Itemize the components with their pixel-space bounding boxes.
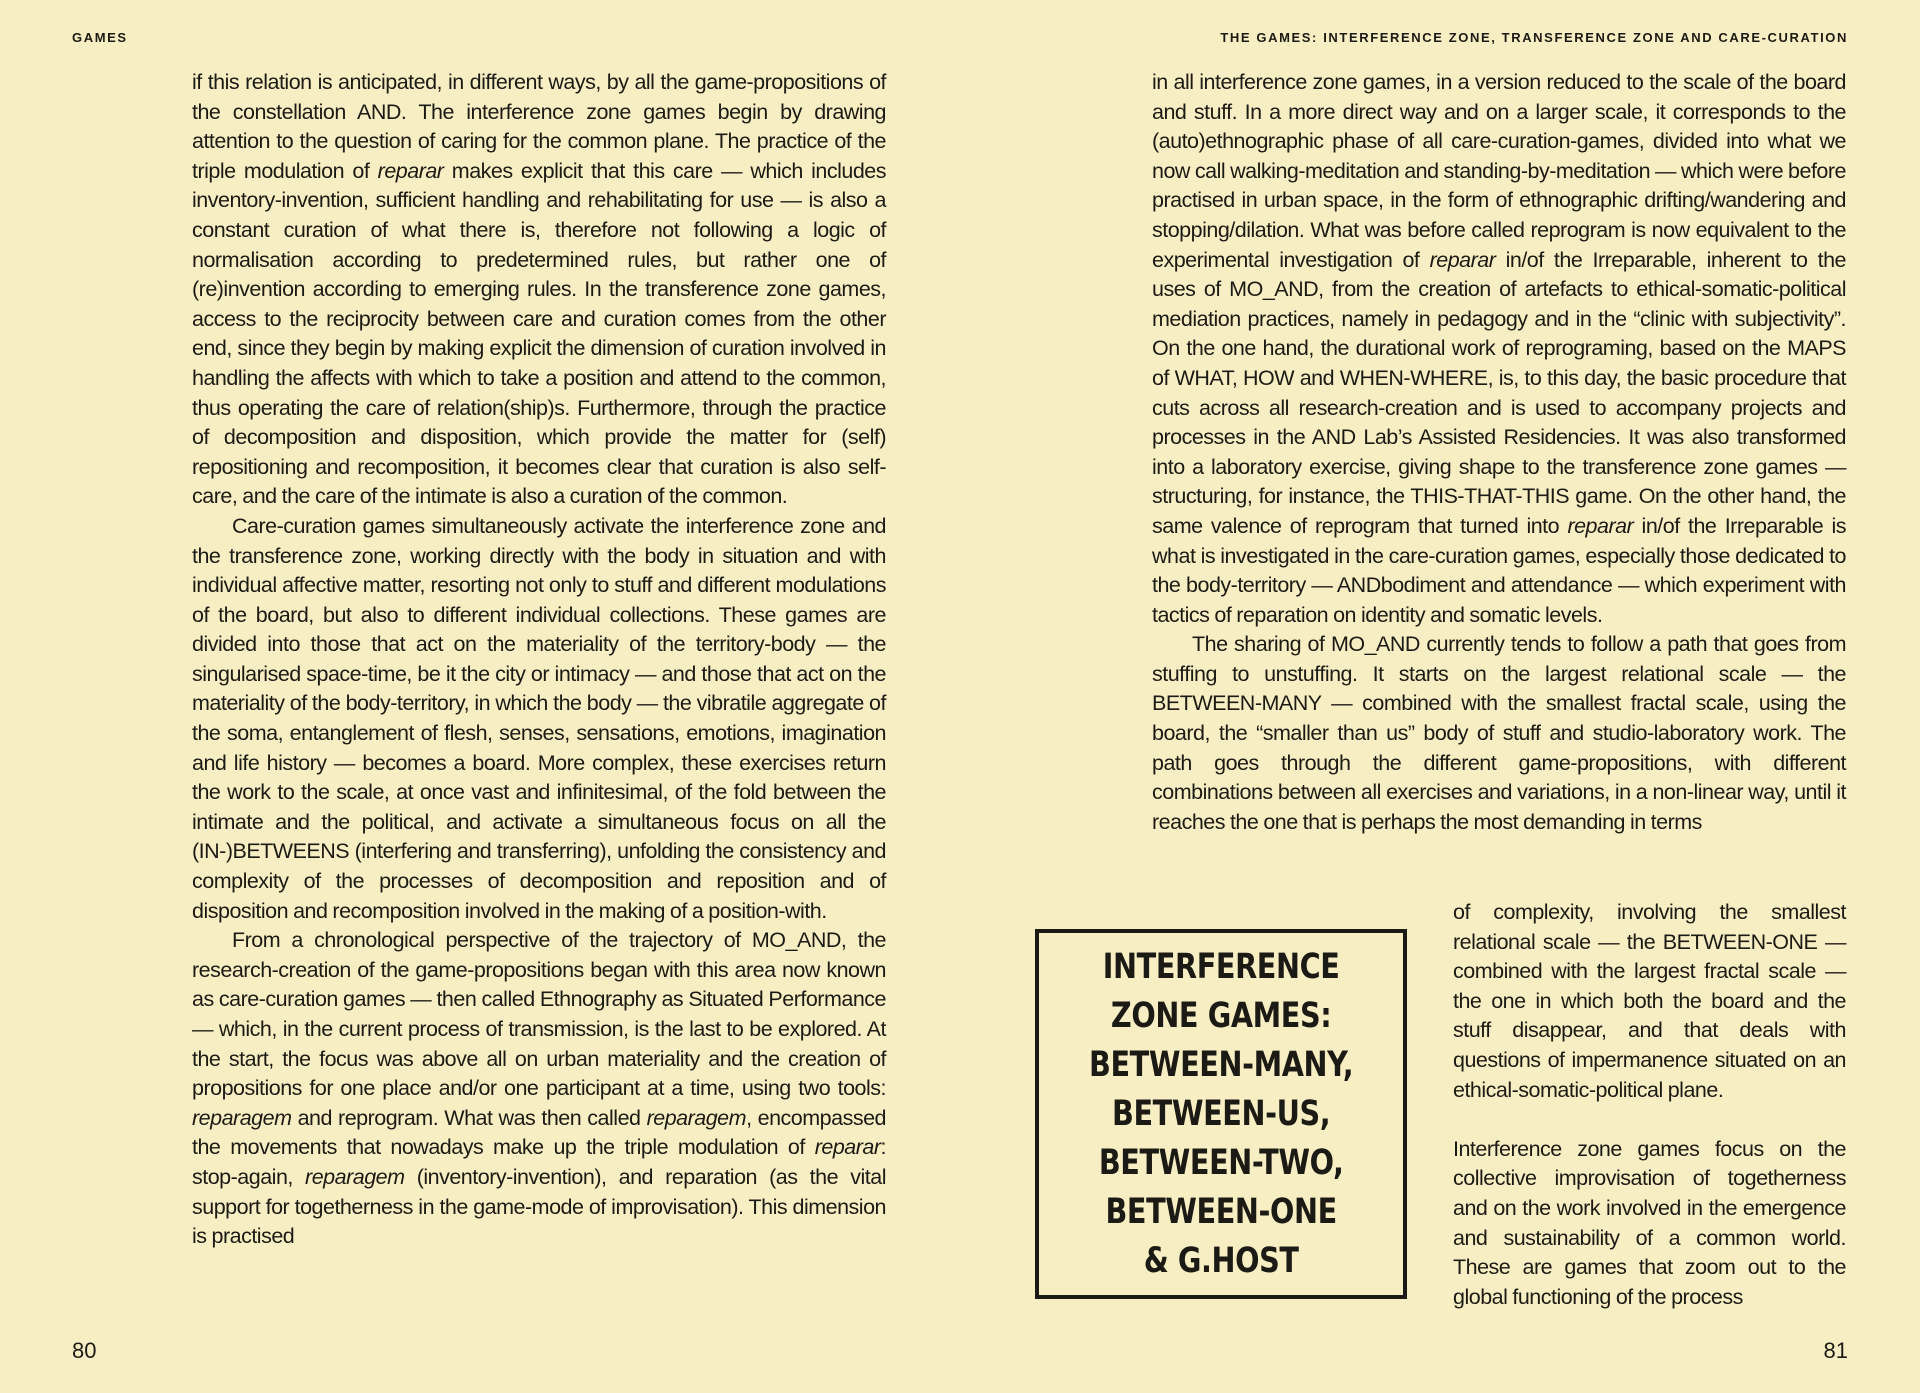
text-run: in/of the Irreparable, inherent to the uses of MO_AND, from the creation of artefacts to ethical-somatic-political mediation practices, namely in pedagogy and in the “clinic with subjectivity”. On the one hand, the durational work of reprograming, based on the MAPS of WHAT, HOW and WHEN-WHERE, is, to this day, the basic procedure that cuts across all research-creation and is used to accompany projects and processes in the AND Lab’s Assisted Residencies. It was also transformed into a laboratory exercise, giving shape to the transference zone games — structuring, for instance, the THIS-THAT-THIS game. On the other hand, the same valence of reprogram that turned into [1152,247,1846,538]
page-number-right: 81 [1823,1338,1848,1363]
body-paragraph [1152,68,1846,630]
italic-term: reparar [377,158,444,183]
right-page-text-column-narrow [1453,898,1846,1312]
heading-line: BETWEEN-ONE [1105,1191,1337,1232]
text-run: From a chronological perspective of the trajectory of MO_AND, the research-creation of the game-propositions began with this area now known as care-curation games — then called Ethnography as Situated Performance — which, in the current process of transmission, is the last to be explored. At the start, the focus was above all on urban materiality and the creation of propositions for one place and/or one participant at a time, using two tools: [192,928,886,1101]
page-number-left: 80 [72,1338,97,1363]
italic-term: reparagem [646,1105,747,1130]
running-head-right: THE GAMES: INTERFERENCE ZONE, TRANSFERENCE ZONE AND CARE-CURATION [1220,30,1848,45]
body-paragraph [1453,898,1846,1105]
italic-term: reparar [814,1135,881,1160]
heading-line: INTERFERENCE [1102,946,1340,987]
heading-line: ZONE GAMES: [1110,995,1332,1036]
text-run: , encompassed the movements that nowadays make up the triple modulation of [192,1105,886,1160]
body-paragraph [192,926,886,1252]
running-head-left: GAMES [72,30,128,45]
body-paragraph [192,68,886,512]
italic-term: reparar [1567,513,1634,538]
italic-term: reparagem [305,1164,405,1189]
italic-term: reparar [1429,247,1496,272]
heading-line: BETWEEN-US, [1111,1093,1331,1134]
text-run: : stop-again, [192,1135,886,1189]
body-paragraph [192,512,886,926]
body-paragraph [1152,630,1846,837]
text-run: makes explicit that this care — which includes inventory-invention, sufficient handling and rehabilitating for use — is also a constant curation of what there is, therefore not following a logic of normalisation according to predetermined rules, but rather one of (re)invention according to emerging rules. In the transference zone games, access to the reciprocity between care and curation comes from the other end, since they begin by making explicit the dimension of curation involved in handling the affects with which to take a position and attend to the common, thus operating the care of relation(ship)s. Furthermore, through the practice of decomposition and disposition, which provide the matter for (self) repositioning and recomposition, it becomes clear that curation is also self-care, and the care of the intimate is also a curation of the common. [192,158,886,509]
text-run: (inventory-invention), and reparation (as the vital support for togetherness in the game-mode of improvisation). This dimension is practised [192,1164,886,1249]
heading-line: & G.HOST [1143,1240,1299,1281]
text-run: in/of the Irreparable is what is investigated in the care-curation games, especially those dedicated to the body-territory — ANDbodiment and attendance — which experiment with tactics of reparation on identity and somatic levels. [1152,513,1847,627]
text-run: of complexity, involving the smallest relational scale — the BETWEEN-ONE — combined with the largest fractal scale — the one in which both the board and the stuff disappear, and that deals with questions of impermanence situated on an ethical-somatic-political plane. [1453,900,1846,1102]
italic-term: reparagem [192,1105,292,1130]
left-page-text-column [192,68,886,1252]
heading-line: BETWEEN-TWO, [1098,1142,1344,1183]
text-run: if this relation is anticipated, in different ways, by all the game-propositions of the constellation AND. The interference zone games begin by drawing attention to the question of caring for the common plane. The practice of the triple modulation of [192,70,886,183]
text-run: in all interference zone games, in a version reduced to the scale of the board and stuff. In a more direct way and on a larger scale, it corresponds to the (auto)ethnographic phase of all care-curation-games, divided into what we now call walking-meditation and standing-by-meditation — which were before practised in urban space, in the form of ethnographic drifting/wandering and stopping/dilation. What was before called reprogram is now equivalent to the experimental investigation of [1152,70,1846,272]
text-run: The sharing of MO_AND currently tends to follow a path that goes from stuffing to unstuffing. It starts on the largest relational scale — the BETWEEN-MANY — combined with the smallest fractal scale, using the board, the “smaller than us” body of stuff and studio-laboratory work. The path goes through the different game-propositions, with different combinations between all exercises and variations, in a non-linear way, until it reaches the one that is perhaps the most demanding in terms [1152,632,1846,834]
text-run: and reprogram. What was then called [291,1105,647,1130]
text-run: Care-curation games simultaneously activate the interference zone and the transference zone, working directly with the body in situation and with individual affective matter, resorting not only to stuff and different modulations of the board, but also to different individual collections. These games are divided into those that act on the materiality of the territory-body — the singularised space-time, be it the city or intimacy — and those that act on the materiality of the body-territory, in which the body — the vibratile aggregate of the soma, entanglement of flesh, senses, sensations, emotions, imagination and life history — becomes a board. More complex, these exercises return the work to the scale, at once vast and infinitesimal, of the fold between the intimate and the political, and activate a simultaneous focus on all the (IN-)BETWEENS (interfering and transferring), unfolding the consistency and complexity of the processes of decomposition and reposition and of disposition and recomposition involved in the making of a position-with. [192,513,886,923]
section-heading-text [1089,943,1353,1286]
text-run: Interference zone games focus on the collective improvisation of togetherness and on the work involved in the emergence and sustainability of a common world. These are games that zoom out to the global functioning of the process [1453,1136,1846,1309]
right-page-text-column-top [1152,68,1846,837]
boxed-section-heading [1035,929,1407,1299]
body-paragraph [1453,1135,1846,1313]
heading-line: BETWEEN-MANY, [1088,1044,1354,1085]
